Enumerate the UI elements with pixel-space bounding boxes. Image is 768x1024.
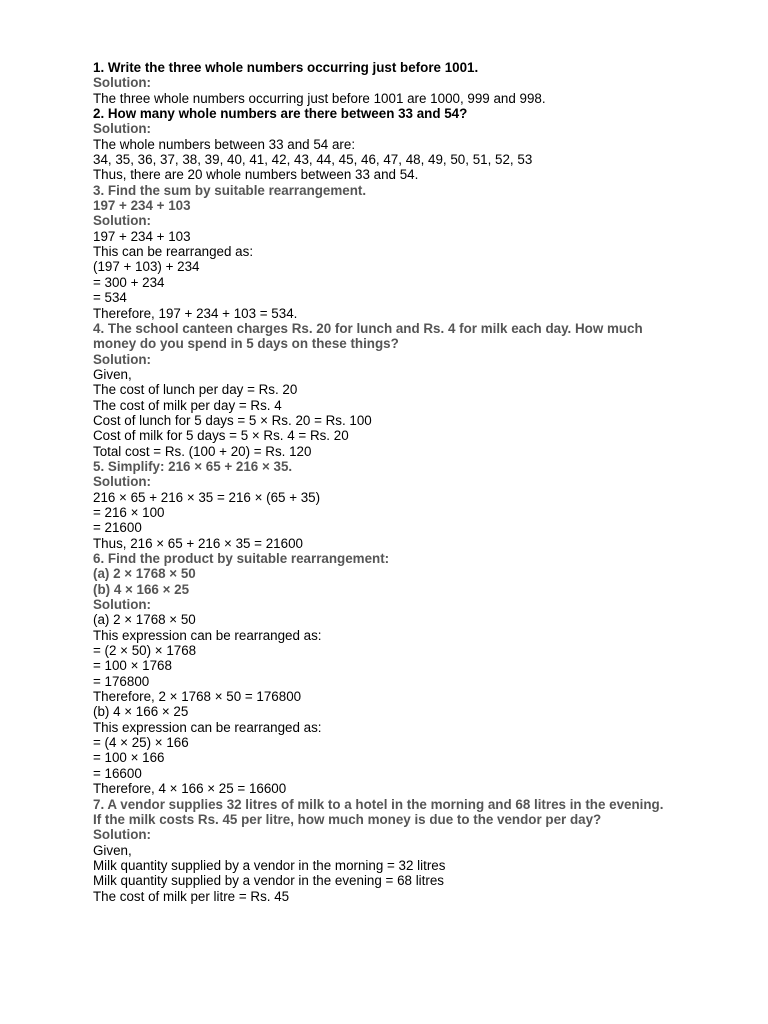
text-line: Total cost = Rs. (100 + 20) = Rs. 120 — [93, 443, 312, 459]
solution-label: Solution: — [93, 827, 152, 843]
question-heading: 2. How many whole numbers are there between 33 and 54? — [93, 106, 468, 122]
text-line: = 21600 — [93, 520, 142, 536]
question-heading: 1. Write the three whole numbers occurring just before 1001. — [93, 60, 479, 75]
text-line: Thus, there are 20 whole numbers between 33 and 54. — [93, 167, 419, 183]
question-heading: 3. Find the sum by suitable rearrangement. — [93, 182, 367, 198]
text-line: = 100 × 1768 — [93, 658, 172, 674]
text-line: This can be rearranged as: — [93, 244, 254, 260]
document-body — [93, 60, 673, 904]
text-line: The three whole numbers occurring just before 1001 are 1000, 999 and 998. — [93, 90, 546, 106]
text-line: (b) 4 × 166 × 25 — [93, 704, 189, 720]
text-line: Therefore, 2 × 1768 × 50 = 176800 — [93, 689, 302, 705]
text-line: (a) 2 × 1768 × 50 — [93, 612, 196, 628]
solution-label: Solution: — [93, 213, 152, 229]
text-line: Cost of lunch for 5 days = 5 × Rs. 20 = Rs. 100 — [93, 412, 372, 428]
text-line: This expression can be rearranged as: — [93, 719, 322, 735]
text-line: = (2 × 50) × 1768 — [93, 643, 197, 659]
text-line: = 100 × 166 — [93, 750, 165, 766]
text-line: (197 + 103) + 234 — [93, 259, 200, 275]
text-line: Milk quantity supplied by a vendor in the morning = 32 litres — [93, 857, 446, 873]
text-line: = 16600 — [93, 765, 142, 781]
text-line: The cost of milk per day = Rs. 4 — [93, 397, 282, 413]
text-line: Therefore, 197 + 234 + 103 = 534. — [93, 305, 298, 321]
text-line: Milk quantity supplied by a vendor in the evening = 68 litres — [93, 873, 444, 889]
text-line: = 534 — [93, 290, 127, 306]
solution-label: Solution: — [93, 351, 152, 367]
text-line: The cost of lunch per day = Rs. 20 — [93, 382, 298, 398]
solution-label: Solution: — [93, 121, 152, 137]
text-line: The whole numbers between 33 and 54 are: — [93, 136, 356, 152]
text-line: This expression can be rearranged as: — [93, 627, 322, 643]
question-expression: (a) 2 × 1768 × 50 — [93, 566, 196, 582]
question-heading: 6. Find the product by suitable rearrangement: — [93, 551, 390, 566]
question-expression: 197 + 234 + 103 — [93, 198, 191, 214]
text-line: = 300 + 234 — [93, 274, 165, 290]
text-line: 34, 35, 36, 37, 38, 39, 40, 41, 42, 43, 44, 45, 46, 47, 48, 49, 50, 51, 52, 53 — [93, 152, 533, 168]
question-heading: 4. The school canteen charges Rs. 20 for lunch and Rs. 4 for milk each day. How much money do you spend in 5 days on these things? — [93, 320, 643, 352]
text-line: Thus, 216 × 65 + 216 × 35 = 21600 — [93, 535, 303, 551]
question-heading: 7. A vendor supplies 32 litres of milk to a hotel in the morning and 68 litres in the evening. If the milk costs Rs. 45 per litre, how much money is due to the vendor per day? — [93, 796, 664, 827]
solution-label: Solution: — [93, 75, 152, 91]
text-line: 197 + 234 + 103 — [93, 228, 191, 244]
text-line: Given, — [93, 842, 132, 858]
text-line: Given, — [93, 366, 132, 382]
text-line: Cost of milk for 5 days = 5 × Rs. 4 = Rs. 20 — [93, 428, 349, 444]
text-line: 216 × 65 + 216 × 35 = 216 × (65 + 35) — [93, 489, 321, 505]
solution-label: Solution: — [93, 597, 152, 613]
text-line: Therefore, 4 × 166 × 25 = 16600 — [93, 781, 287, 797]
text-line: = 176800 — [93, 673, 150, 689]
text-line: = (4 × 25) × 166 — [93, 735, 189, 751]
solution-label: Solution: — [93, 474, 152, 490]
question-expression: (b) 4 × 166 × 25 — [93, 581, 190, 597]
question-heading: 5. Simplify: 216 × 65 + 216 × 35. — [93, 458, 293, 474]
text-line: = 216 × 100 — [93, 504, 165, 520]
text-line: The cost of milk per litre = Rs. 45 — [93, 888, 290, 904]
